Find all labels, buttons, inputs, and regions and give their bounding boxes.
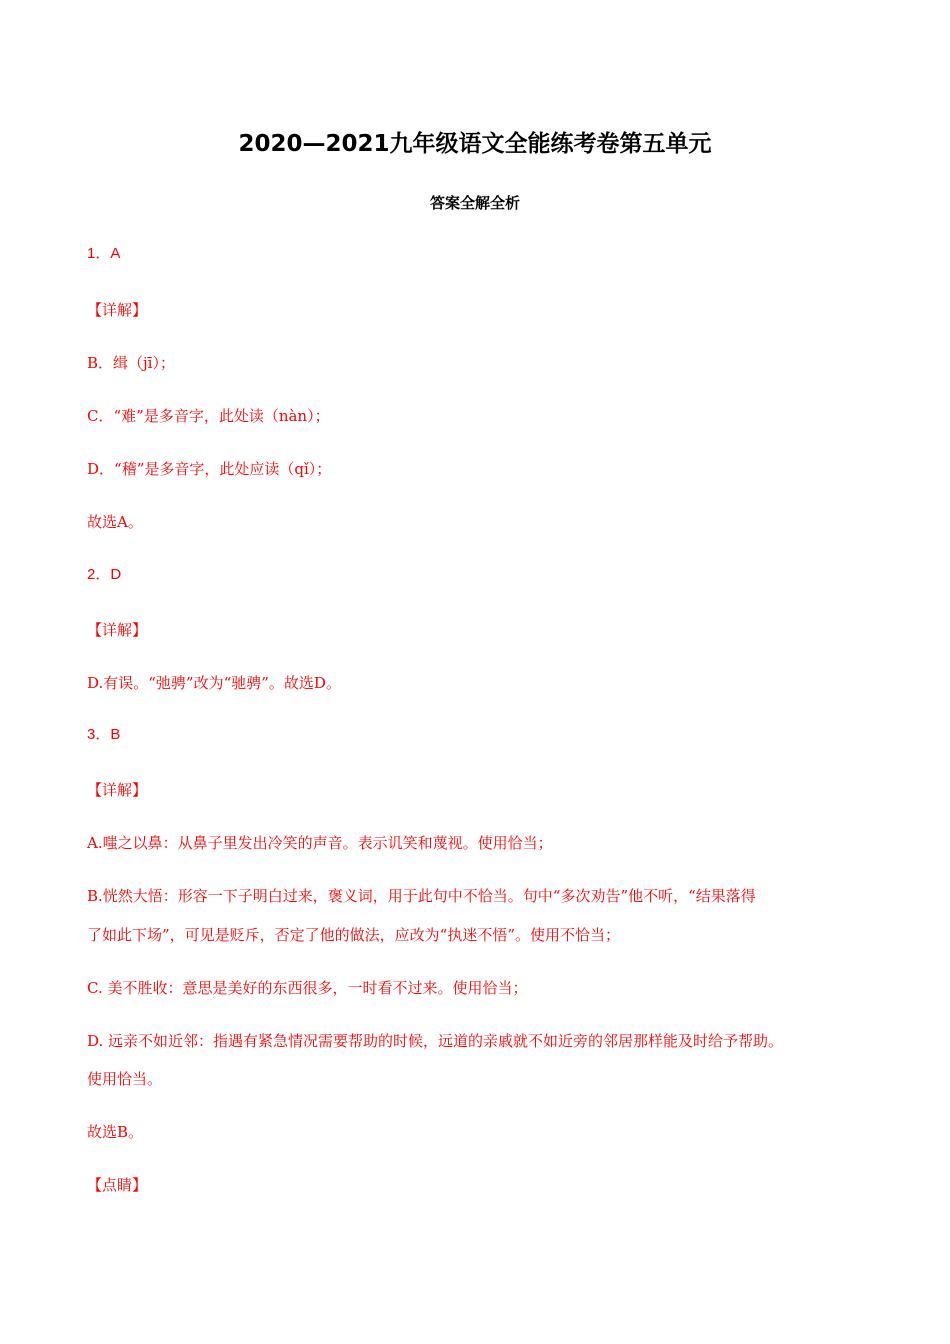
question-3-answer: 3．B <box>87 726 121 743</box>
explanation-line: C. 美不胜收：意思是美好的东西很多，一时看不过来。使用恰当； <box>87 979 528 997</box>
explanation-line: D.有误。“弛骋”改为“驰骋”。故选D。 <box>87 674 341 692</box>
explanation-line: A.嗤之以鼻：从鼻子里发出冷笑的声音。表示讥笑和蔑视。使用恰当； <box>87 834 553 852</box>
detail-heading: 【详解】 <box>87 621 148 639</box>
page-title: 2020—2021九年级语文全能练考卷第五单元 <box>238 131 712 157</box>
question-2-answer: 2．D <box>87 566 122 583</box>
explanation-line: 了如此下场”，可见是贬斥，否定了他的做法，应改为“执迷不悟”。使用不恰当； <box>87 926 621 944</box>
conclusion-line: 故选A。 <box>87 513 143 531</box>
page-subtitle: 答案全解全析 <box>429 194 520 212</box>
detail-heading: 【详解】 <box>87 301 148 319</box>
explanation-line: D．“稽”是多音字，此处应读（qǐ）； <box>87 460 332 478</box>
explanation-line: C．“难”是多音字，此处读（nàn）； <box>87 407 330 425</box>
explanation-line: D. 远亲不如近邻：指遇有紧急情况需要帮助的时候，远道的亲戚就不如近旁的邻居那样能及时给予帮助。 <box>87 1032 784 1050</box>
conclusion-line: 故选B。 <box>87 1123 144 1141</box>
explanation-line: B．缉（jī）； <box>87 354 175 372</box>
pointer-heading: 【点睛】 <box>87 1176 148 1194</box>
question-1-answer: 1．A <box>87 245 121 262</box>
detail-heading: 【详解】 <box>87 781 148 799</box>
explanation-line: B.恍然大悟：形容一下子明白过来，褒义词，用于此句中不恰当。句中“多次劝告”他不听，“结果落得 <box>87 887 756 905</box>
explanation-line: 使用恰当。 <box>87 1070 163 1088</box>
